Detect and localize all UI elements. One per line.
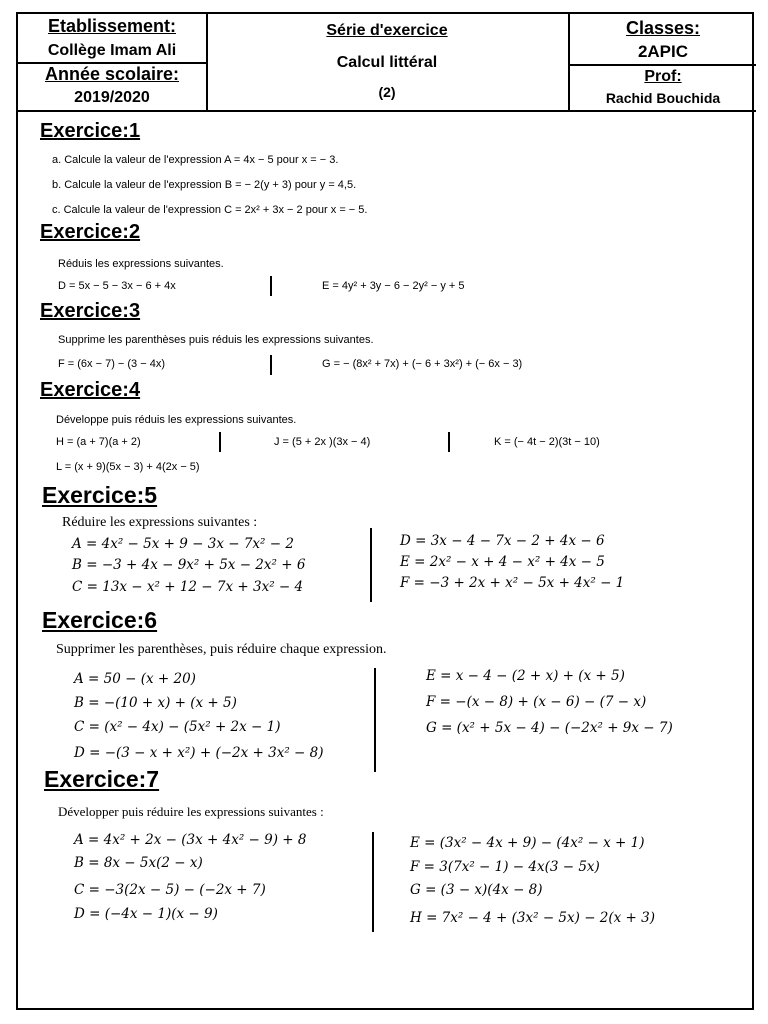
header-rule-right — [570, 64, 756, 66]
ex6-divider — [374, 668, 376, 772]
serie-title: Série d'exercice — [326, 22, 448, 39]
ex7-expr-g: G = (3 − x)(4x − 8) — [410, 882, 543, 898]
ex2-instruction: Réduis les expressions suivantes. — [58, 258, 224, 270]
prof-value: Rachid Bouchida — [605, 90, 721, 106]
ex5-expr-f: F = −3 + 2x + x² − 5x + 4x² − 1 — [400, 575, 625, 591]
ex7-expr-d: D = (−4x − 1)(x − 9) — [74, 906, 218, 922]
ex7-expr-a: A = 4x² + 2x − (3x + 4x² − 9) + 8 — [74, 832, 307, 848]
ex3-expr-g: G = − (8x² + 7x) + (− 6 + 3x²) + (− 6x − 3) — [322, 358, 523, 370]
classes-value: 2APIC — [637, 42, 689, 61]
ex5-instruction: Réduire les expressions suivantes : — [62, 515, 258, 530]
ex6-expr-d: D = −(3 − x + x²) + (−2x + 3x² − 8) — [74, 745, 324, 761]
ex5-expr-c: C = 13x − x² + 12 − 7x + 3x² − 4 — [72, 579, 304, 595]
serie-number: (2) — [378, 84, 396, 100]
ex1-item-c: c. Calcule la valeur de l'expression C = 2x² + 3x − 2 pour x = − 5. — [52, 204, 368, 216]
ex6-expr-c: C = (x² − 4x) − (5x² + 2x − 1) — [74, 719, 281, 735]
ex5-expr-d: D = 3x − 4 − 7x − 2 + 4x − 6 — [400, 533, 605, 549]
ex6-expr-f: F = −(x − 8) + (x − 6) − (7 − x) — [426, 694, 647, 710]
ex7-expr-f: F = 3(7x² − 1) − 4x(3 − 5x) — [410, 859, 600, 875]
ex4-expr-j: J = (5 + 2x )(3x − 4) — [274, 436, 371, 448]
ex7-divider — [372, 832, 374, 932]
ex7-title: Exercice:7 — [44, 766, 160, 792]
ex2-expr-e: E = 4y² + 3y − 6 − 2y² − y + 5 — [322, 280, 465, 292]
ex7-expr-e: E = (3x² − 4x + 9) − (4x² − x + 1) — [410, 835, 645, 851]
ex6-expr-g: G = (x² + 5x − 4) − (−2x² + 9x − 7) — [426, 720, 673, 736]
ex4-divider-2 — [448, 432, 450, 452]
ex7-expr-h: H = 7x² − 4 + (3x² − 5x) − 2(x + 3) — [410, 910, 656, 926]
ex6-instruction: Supprimer les parenthèses, puis réduire chaque expression. — [56, 642, 387, 657]
page-frame — [16, 12, 754, 1010]
ex3-divider — [270, 355, 272, 375]
ex4-instruction: Développe puis réduis les expressions suivantes. — [56, 414, 297, 426]
ex2-title: Exercice:2 — [40, 221, 141, 243]
ex5-expr-e: E = 2x² − x + 4 − x² + 4x − 5 — [400, 554, 605, 570]
classes-label: Classes: — [625, 18, 701, 38]
annee-label: Année scolaire: — [44, 64, 180, 84]
ex4-expr-l: L = (x + 9)(5x − 3) + 4(2x − 5) — [56, 461, 200, 473]
prof-label: Prof: — [644, 68, 682, 85]
ex4-title: Exercice:4 — [40, 379, 141, 401]
ex1-item-b: b. Calcule la valeur de l'expression B = − 2(y + 3) pour y = 4,5. — [52, 179, 357, 191]
ex3-title: Exercice:3 — [40, 300, 141, 322]
header-bottom-rule — [18, 110, 756, 112]
ex6-expr-b: B = −(10 + x) + (x + 5) — [74, 695, 237, 711]
ex5-title: Exercice:5 — [42, 482, 158, 508]
ex2-divider — [270, 276, 272, 296]
ex1-item-a: a. Calcule la valeur de l'expression A = 4x − 5 pour x = − 3. — [52, 154, 339, 166]
ex5-expr-b: B = −3 + 4x − 9x² + 5x − 2x² + 6 — [72, 557, 306, 573]
ex6-expr-e: E = x − 4 − (2 + x) + (x + 5) — [426, 668, 625, 684]
ex5-expr-a: A = 4x² − 5x + 9 − 3x − 7x² − 2 — [72, 536, 294, 552]
serie-subject: Calcul littéral — [336, 54, 438, 71]
ex7-expr-b: B = 8x − 5x(2 − x) — [74, 855, 203, 871]
ex3-instruction: Supprime les parenthèses puis réduis les expressions suivantes. — [58, 334, 374, 346]
ex7-expr-c: C = −3(2x − 5) − (−2x + 7) — [74, 882, 266, 898]
ex6-title: Exercice:6 — [42, 607, 158, 633]
ex2-expr-d: D = 5x − 5 − 3x − 6 + 4x — [58, 280, 176, 292]
ex4-expr-h: H = (a + 7)(a + 2) — [56, 436, 141, 448]
ex7-instruction: Développer puis réduire les expressions suivantes : — [58, 804, 324, 819]
ex3-expr-f: F = (6x − 7) − (3 − 4x) — [58, 358, 165, 370]
ex6-expr-a: A = 50 − (x + 20) — [74, 671, 196, 687]
etablissement-value: Collège Imam Ali — [47, 42, 177, 59]
annee-value: 2019/2020 — [74, 89, 150, 106]
ex4-expr-k: K = (− 4t − 2)(3t − 10) — [494, 436, 600, 448]
ex4-divider-1 — [219, 432, 221, 452]
ex1-title: Exercice:1 — [40, 120, 141, 142]
ex5-divider — [370, 528, 372, 602]
etablissement-label: Etablissement: — [47, 16, 177, 36]
